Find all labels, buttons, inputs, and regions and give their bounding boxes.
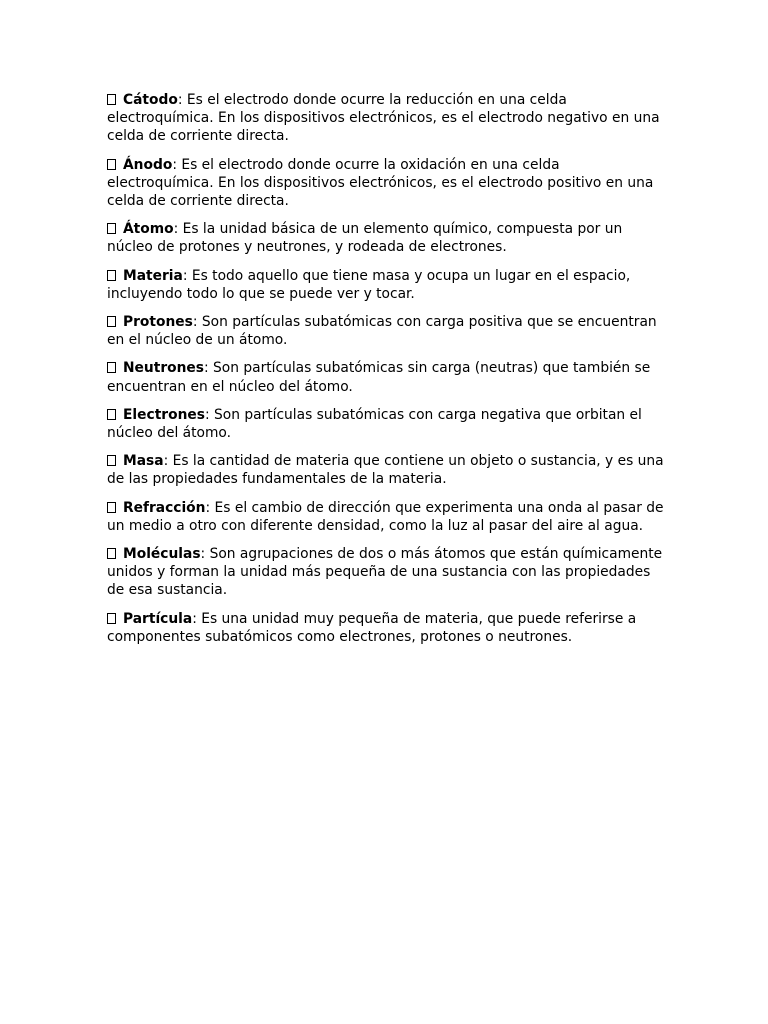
entry-refraccion <box>107 499 667 535</box>
entry-term: Materia <box>123 267 183 284</box>
missing-glyph-bullet-icon <box>107 409 116 420</box>
document-page <box>107 91 667 656</box>
entry-definition: : Son partículas subatómicas sin carga (neutras) que también se encuentran en el núcleo del átomo. <box>107 360 651 395</box>
entry-term: Refracción <box>123 499 206 516</box>
missing-glyph-bullet-icon <box>107 362 116 373</box>
entry-moleculas <box>107 545 667 600</box>
missing-glyph-bullet-icon <box>107 159 116 170</box>
entry-anodo <box>107 156 667 211</box>
entry-term: Moléculas <box>123 546 201 563</box>
entry-term: Ánodo <box>123 156 173 173</box>
entry-definition: : Es una unidad muy pequeña de materia, que puede referirse a componentes subatómicos como electrones, protones o neutrones. <box>107 610 637 645</box>
missing-glyph-bullet-icon <box>107 455 116 466</box>
entry-atomo <box>107 220 667 256</box>
entry-particula <box>107 610 667 646</box>
entry-catodo <box>107 91 667 146</box>
entry-neutrones <box>107 359 667 395</box>
entry-definition: : Es el cambio de dirección que experimenta una onda al pasar de un medio a otro con diferente densidad, como la luz al pasar del aire al agua. <box>107 499 664 534</box>
missing-glyph-bullet-icon <box>107 270 116 281</box>
entry-definition: : Son agrupaciones de dos o más átomos que están químicamente unidos y forman la unidad más pequeña de una sustancia con las propiedades de esa sustancia. <box>107 546 663 599</box>
entry-term: Masa <box>123 453 164 470</box>
missing-glyph-bullet-icon <box>107 316 116 327</box>
entry-definition: : Es el electrodo donde ocurre la reducción en una celda electroquímica. En los dispositivos electrónicos, es el electrodo negativo en una celda de corriente directa. <box>107 92 660 145</box>
missing-glyph-bullet-icon <box>107 94 116 105</box>
entry-term: Electrones <box>123 406 205 423</box>
entry-materia <box>107 267 667 303</box>
entry-definition: : Son partículas subatómicas con carga negativa que orbitan el núcleo del átomo. <box>107 406 642 442</box>
entry-definition: : Son partículas subatómicas con carga positiva que se encuentran en el núcleo de un átomo. <box>107 314 657 349</box>
missing-glyph-bullet-icon <box>107 613 116 624</box>
entry-masa <box>107 452 667 488</box>
entry-term: Átomo <box>123 221 174 238</box>
entry-definition: : Es la unidad básica de un elemento químico, compuesta por un núcleo de protones y neutrones, y rodeada de electrones. <box>107 221 623 256</box>
entry-term: Protones <box>123 314 193 331</box>
entry-definition: : Es el electrodo donde ocurre la oxidación en una celda electroquímica. En los dispositivos electrónicos, es el electrodo positivo en una celda de corriente directa. <box>107 156 654 210</box>
entry-term: Partícula <box>123 610 193 627</box>
entry-definition: : Es todo aquello que tiene masa y ocupa un lugar en el espacio, incluyendo todo lo que se puede ver y tocar. <box>107 267 631 302</box>
entry-definition: : Es la cantidad de materia que contiene un objeto o sustancia, y es una de las propiedades fundamentales de la materia. <box>107 453 664 488</box>
entry-protones <box>107 313 667 349</box>
missing-glyph-bullet-icon <box>107 502 116 513</box>
entry-term: Cátodo <box>123 92 178 108</box>
entry-term: Neutrones <box>123 360 204 377</box>
missing-glyph-bullet-icon <box>107 223 116 234</box>
missing-glyph-bullet-icon <box>107 548 116 559</box>
entry-electrones <box>107 406 667 442</box>
